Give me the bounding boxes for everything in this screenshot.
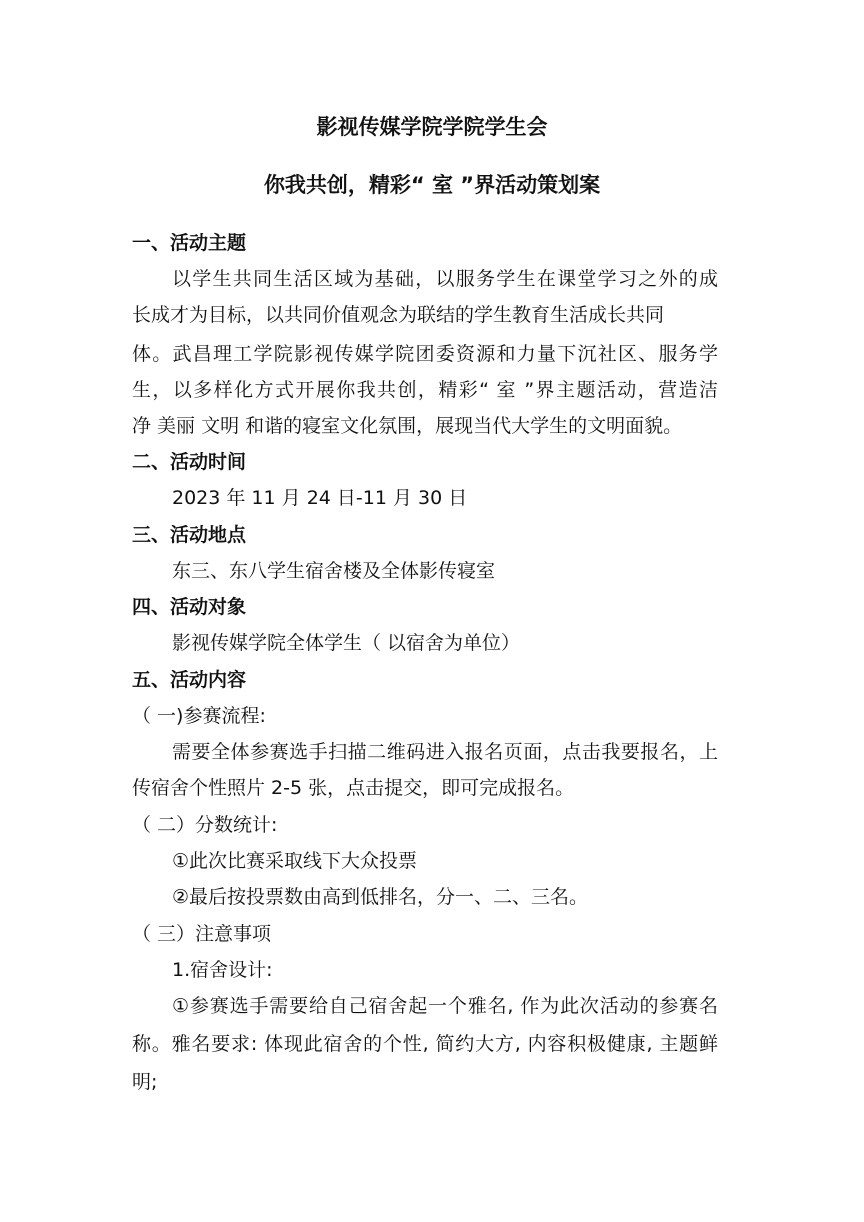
theme-line-2: 长成才为目标，以共同价值观念为联结的学生教育生活成长共同 — [132, 304, 665, 326]
section-time-heading: 二、活动时间 — [132, 451, 247, 473]
notes-line-3: 明; — [132, 1071, 158, 1093]
theme-line-1: 以学生共同生活区域为基础，以服务学生在课堂学习之外的成 — [172, 268, 718, 290]
audience-value: 影视传媒学院全体学生（ 以宿舍为单位） — [172, 632, 521, 654]
location-value: 东三、东八学生宿舍楼及全体影传寝室 — [172, 560, 496, 582]
scoring-item-2: ②最后按投票数由高到低排名，分一、二、三名。 — [172, 886, 589, 908]
process-line-2: 传宿舍个性照片 2-5 张，点击提交，即可完成报名。 — [132, 777, 575, 799]
scoring-heading: （ 二）分数统计: — [132, 814, 278, 836]
theme-line-3: 体。武昌理工学院影视传媒学院团委资源和力量下沉社区、服务学 — [132, 343, 718, 365]
section-theme-heading: 一、活动主题 — [132, 232, 247, 254]
theme-line-5: 净 美丽 文明 和谐的寝室文化氛围，展现当代大学生的文明面貌。 — [132, 415, 683, 437]
process-line-1: 需要全体参赛选手扫描二维码进入报名页面，点击我要报名，上 — [172, 741, 718, 763]
section-content-heading: 五、活动内容 — [132, 669, 247, 691]
section-location-heading: 三、活动地点 — [132, 524, 247, 546]
org-title: 影视传媒学院学院学生会 — [316, 115, 548, 139]
event-title: 你我共创，精彩“ 室 ”界活动策划案 — [263, 173, 601, 197]
notes-line-2: 称。雅名要求: 体现此宿舍的个性, 简约大方, 内容积极健康, 主题鲜 — [132, 1033, 718, 1055]
notes-heading: （ 三）注意事项 — [132, 923, 272, 945]
process-heading: （ 一)参赛流程: — [132, 705, 266, 727]
theme-line-4: 生，以多样化方式开展你我共创，精彩“ 室 ”界主题活动，营造洁 — [132, 379, 718, 401]
time-value: 2023 年 11 月 24 日-11 月 30 日 — [172, 487, 468, 509]
scoring-item-1: ①此次比赛采取线下大众投票 — [172, 850, 418, 872]
section-audience-heading: 四、活动对象 — [132, 596, 247, 618]
notes-line-1: ①参赛选手需要给自己宿舍起一个雅名, 作为此次活动的参赛名 — [172, 995, 718, 1017]
notes-subheading: 1.宿舍设计: — [172, 959, 273, 981]
